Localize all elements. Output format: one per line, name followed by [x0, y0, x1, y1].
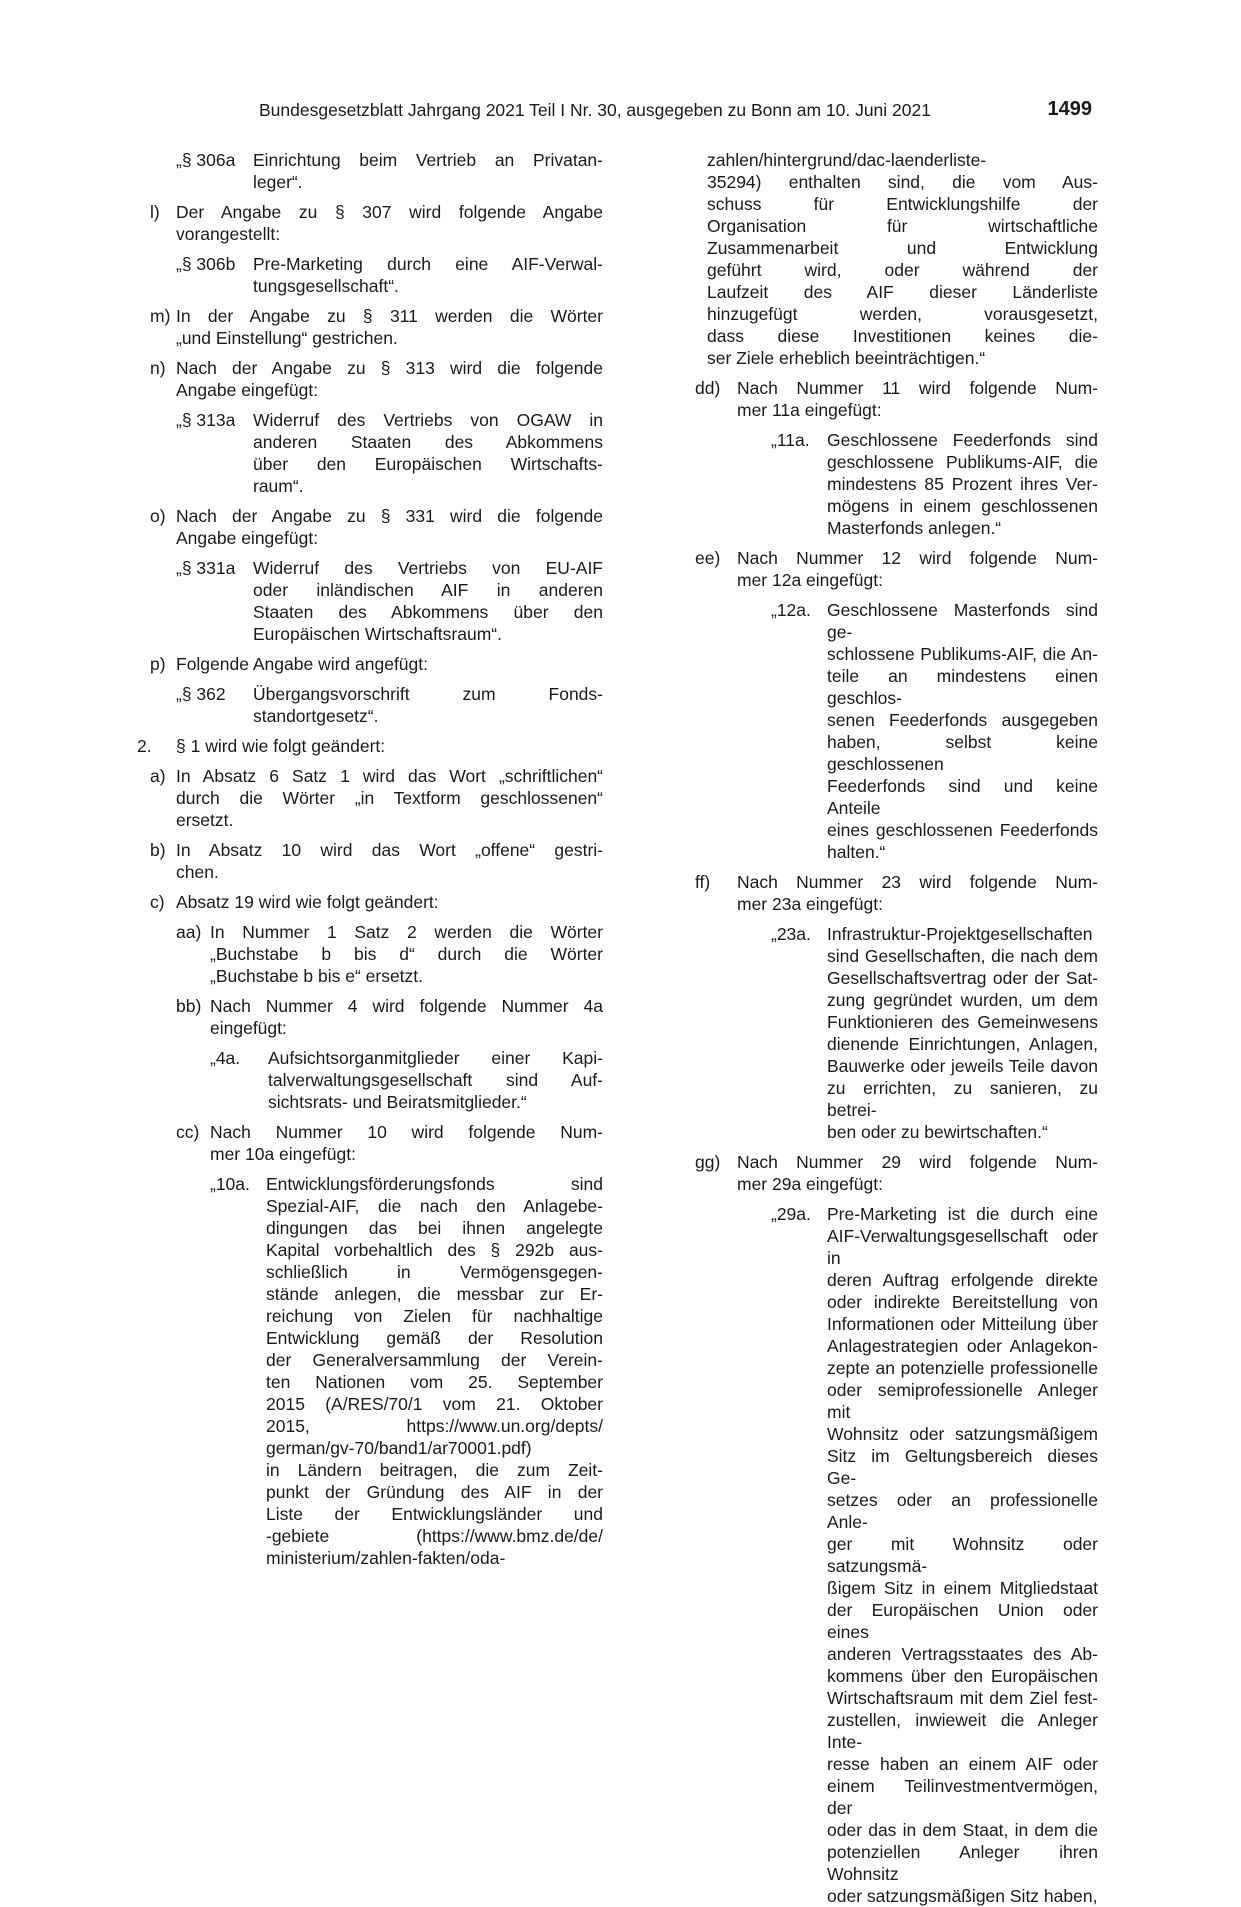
text-line: dienende Einrichtungen, Anlagen, [827, 1034, 1098, 1054]
text-line: schuss für Entwicklungshilfe der [707, 194, 1098, 214]
item-label: „10a. [210, 1174, 250, 1194]
left-item-8 [150, 653, 603, 675]
text-line: eingefügt: [210, 1018, 287, 1038]
text-line: Entwicklung gemäß der Resolution [266, 1328, 603, 1348]
text-line: -gebiete (https://www.bmz.de/de/ [266, 1526, 603, 1546]
header-title: Bundesgesetzblatt Jahrgang 2021 Teil I Nr. 30, ausgegeben zu Bonn am 10. Juni 2021 [259, 100, 931, 120]
text-line: zustellen, inwieweit die Anleger Inte- [827, 1710, 1098, 1752]
item-text [176, 505, 603, 549]
text-line: „und Einstellung“ gestrichen. [176, 328, 398, 348]
text-line: Zusammenarbeit und Entwicklung [707, 238, 1098, 258]
item-label: „§ 306a [176, 150, 236, 170]
left-item-18 [210, 1173, 603, 1569]
text-line: Infrastruktur-Projektgesellschaften [827, 924, 1093, 944]
text-line: oder satzungsmäßigen Sitz haben, [827, 1886, 1098, 1906]
item-label: „§ 306b [176, 254, 236, 274]
text-line: potenziellen Anleger ihren Wohnsitz [827, 1842, 1098, 1884]
page-number: 1499 [1047, 98, 1092, 120]
item-label: 2. [137, 736, 152, 756]
right-item-1 [695, 377, 1098, 421]
item-text [827, 923, 1098, 1143]
text-line: In Nummer 1 Satz 2 werden die Wörter [210, 922, 603, 942]
text-line: über den Europäischen Wirtschafts- [253, 454, 603, 474]
left-item-15 [176, 995, 603, 1039]
item-text [176, 201, 603, 245]
text-line: Nach Nummer 10 wird folgende Num- [210, 1122, 603, 1142]
item-label: o) [150, 506, 166, 526]
right-item-0 [707, 149, 1098, 369]
text-line: 35294) enthalten sind, die vom Aus- [707, 172, 1098, 192]
text-line: mer 12a eingefügt: [737, 570, 883, 590]
text-line: haben, selbst keine geschlossenen [827, 732, 1098, 774]
right-item-8 [771, 1203, 1098, 1907]
text-line: mer 29a eingefügt: [737, 1174, 883, 1194]
right-item-6 [771, 923, 1098, 1143]
item-label: a) [150, 766, 166, 786]
text-line: Organisation für wirtschaftliche [707, 216, 1098, 236]
text-line: mer 10a eingefügt: [210, 1144, 356, 1164]
text-line: Pre-Marketing ist die durch eine [827, 1204, 1098, 1224]
item-label: dd) [695, 378, 721, 398]
text-line: Funktionieren des Gemeinwesens [827, 1012, 1098, 1032]
text-line: geführt wird, oder während der [707, 260, 1098, 280]
text-line: Laufzeit des AIF dieser Länderliste [707, 282, 1098, 302]
left-item-1 [150, 201, 603, 245]
item-label: „12a. [771, 600, 811, 620]
item-label: gg) [695, 1152, 721, 1172]
text-line: ßigem Sitz in einem Mitgliedstaat [827, 1578, 1098, 1598]
text-line: anderen Staaten des Abkommens [253, 432, 603, 452]
text-line: kommens über den Europäischen [827, 1666, 1098, 1686]
item-label: „§ 362 [176, 684, 226, 704]
text-line: Aufsichtsorganmitglieder einer Kapi- [268, 1048, 603, 1068]
text-line: Nach Nummer 29 wird folgende Num- [737, 1152, 1098, 1172]
left-item-5 [176, 409, 603, 497]
item-label: b) [150, 840, 166, 860]
item-text [737, 547, 1098, 591]
left-item-7 [176, 557, 603, 645]
text-line: Nach Nummer 11 wird folgende Num- [737, 378, 1098, 398]
text-line: raum“. [253, 476, 304, 496]
text-line: durch die Wörter „in Textform geschlossenen“ [176, 788, 603, 808]
text-line: Europäischen Wirtschaftsraum“. [253, 624, 502, 644]
text-line: 2015 (A/RES/70/1 vom 21. Oktober [266, 1394, 603, 1414]
item-label: „23a. [771, 924, 811, 944]
text-line: Absatz 19 wird wie folgt geändert: [176, 892, 439, 912]
text-line: In Absatz 6 Satz 1 wird das Wort „schriftlichen“ [176, 766, 603, 786]
text-line: tungsgesellschaft“. [253, 276, 399, 296]
text-line: Nach der Angabe zu § 331 wird die folgende [176, 506, 603, 526]
item-text [176, 765, 603, 831]
text-line: ser Ziele erheblich beeinträchtigen.“ [707, 348, 986, 368]
item-label: „§ 313a [176, 410, 236, 430]
left-item-3 [150, 305, 603, 349]
text-line: chen. [176, 862, 219, 882]
text-line: Gesellschaftsvertrag oder der Sat- [827, 968, 1098, 988]
text-line: oder semiprofessionelle Anleger mit [827, 1380, 1098, 1422]
text-line: Staaten des Abkommens über den [253, 602, 603, 622]
item-text [176, 305, 603, 349]
item-text [210, 995, 603, 1039]
text-line: Nach Nummer 12 wird folgende Num- [737, 548, 1098, 568]
item-label: n) [150, 358, 166, 378]
text-line: talverwaltungsgesellschaft sind Auf- [268, 1070, 603, 1090]
text-line: Einrichtung beim Vertrieb an Privatan- [253, 150, 603, 170]
text-line: german/gv-70/band1/ar70001.pdf) [266, 1438, 532, 1458]
text-line: Anlagestrategien oder Anlagekon- [827, 1336, 1098, 1356]
text-line: Informationen oder Mitteilung über [827, 1314, 1098, 1334]
text-line: geschlossene Publikums-AIF, die [827, 452, 1098, 472]
text-line: Nach Nummer 4 wird folgende Nummer 4a [210, 996, 603, 1016]
right-item-3 [695, 547, 1098, 591]
item-text [176, 891, 603, 913]
text-line: leger“. [253, 172, 303, 192]
item-label: p) [150, 654, 166, 674]
item-text [210, 921, 603, 987]
text-line: mindestens 85 Prozent ihres Ver- [827, 474, 1098, 494]
item-text [737, 871, 1098, 915]
text-line: Sitz im Geltungsbereich dieses Ge- [827, 1446, 1098, 1488]
text-line: punkt der Gründung des AIF in der [266, 1482, 603, 1502]
left-item-10 [137, 735, 603, 757]
text-line: „Buchstabe b bis e“ ersetzt. [210, 966, 424, 986]
text-line: Der Angabe zu § 307 wird folgende Angabe [176, 202, 603, 222]
left-item-4 [150, 357, 603, 401]
text-line: reichung von Zielen für nachhaltige [266, 1306, 603, 1326]
item-label: „11a. [771, 430, 810, 450]
text-line: oder inländischen AIF in anderen [253, 580, 603, 600]
text-line: standortgesetz“. [253, 706, 379, 726]
item-text [176, 839, 603, 883]
left-item-0 [176, 149, 603, 193]
text-line: vorangestellt: [176, 224, 281, 244]
text-line: Liste der Entwicklungsländer und [266, 1504, 603, 1524]
text-line: dass diese Investitionen keines die- [707, 326, 1098, 346]
text-line: Angabe eingefügt: [176, 528, 319, 548]
text-line: zung gegründet wurden, um dem [827, 990, 1098, 1010]
text-line: „Buchstabe b bis d“ durch die Wörter [210, 944, 603, 964]
left-item-13 [150, 891, 603, 913]
item-text [268, 1047, 603, 1113]
text-line: mögens in einem geschlossenen [827, 496, 1098, 516]
text-line: Widerruf des Vertriebs von EU-AIF [253, 558, 603, 578]
text-line: resse haben an einem AIF oder [827, 1754, 1098, 1774]
text-line: Kapital vorbehaltlich des § 292b aus- [266, 1240, 603, 1260]
text-line: in Ländern beitragen, die zum Zeit- [266, 1460, 603, 1480]
text-line: ger mit Wohnsitz oder satzungsmä- [827, 1534, 1098, 1576]
text-line: In Absatz 10 wird das Wort „offene“ gestri- [176, 840, 603, 860]
text-line: dingungen das bei ihnen angelegte [266, 1218, 603, 1238]
text-line: teile an mindestens einen geschlos- [827, 666, 1098, 708]
item-label: „4a. [210, 1048, 241, 1068]
text-line: Angabe eingefügt: [176, 380, 319, 400]
text-line: deren Auftrag erfolgende direkte [827, 1270, 1098, 1290]
item-text [253, 409, 603, 497]
left-item-16 [210, 1047, 603, 1113]
item-label: cc) [176, 1122, 200, 1142]
text-line: ben oder zu bewirtschaften.“ [827, 1122, 1048, 1142]
item-text [827, 429, 1098, 539]
left-item-2 [176, 253, 603, 297]
text-line: Masterfonds anlegen.“ [827, 518, 1002, 538]
right-column [695, 149, 1098, 1907]
left-column [137, 149, 603, 1569]
item-text [253, 683, 603, 727]
right-item-2 [771, 429, 1098, 539]
left-item-17 [176, 1121, 603, 1165]
text-line: Widerruf des Vertriebs von OGAW in [253, 410, 603, 430]
item-text [253, 149, 603, 193]
text-line: Spezial-AIF, die nach den Anlagebe- [266, 1196, 603, 1216]
text-line: zahlen/hintergrund/dac-laenderliste- [707, 150, 987, 170]
left-item-11 [150, 765, 603, 831]
text-line: oder das in dem Staat, in dem die [827, 1820, 1098, 1840]
text-line: Bauwerke oder jeweils Teile davon [827, 1056, 1098, 1076]
item-text [253, 253, 603, 297]
left-item-12 [150, 839, 603, 883]
text-line: In der Angabe zu § 311 werden die Wörter [176, 306, 603, 326]
text-line: der Europäischen Union oder eines [827, 1600, 1098, 1642]
left-item-9 [176, 683, 603, 727]
item-label: „29a. [771, 1204, 811, 1224]
item-label: ff) [695, 872, 711, 892]
text-line: oder indirekte Bereitstellung von [827, 1292, 1098, 1312]
text-line: ersetzt. [176, 810, 234, 830]
text-line: senen Feederfonds ausgegeben [827, 710, 1098, 730]
text-line: Pre-Marketing durch eine AIF-Verwal- [253, 254, 603, 274]
text-line: Folgende Angabe wird angefügt: [176, 654, 428, 674]
item-label: m) [150, 306, 171, 326]
text-line: setzes oder an professionelle Anle- [827, 1490, 1098, 1532]
text-line: Übergangsvorschrift zum Fonds- [253, 684, 603, 704]
text-line: Geschlossene Feederfonds sind [827, 430, 1098, 450]
text-line: zepte an potenzielle professionelle [827, 1358, 1098, 1378]
text-line: Nach Nummer 23 wird folgende Num- [737, 872, 1098, 892]
text-line: einem Teilinvestmentvermögen, der [827, 1776, 1098, 1818]
item-text [827, 1203, 1098, 1907]
text-line: Geschlossene Masterfonds sind ge- [827, 600, 1098, 642]
item-text [176, 735, 603, 757]
item-text [707, 149, 1098, 369]
text-line: § 1 wird wie folgt geändert: [176, 736, 386, 756]
page-header [259, 98, 1092, 124]
text-line: Feederfonds sind und keine Anteile [827, 776, 1098, 818]
text-line: hinzugefügt werden, vorausgesetzt, [707, 304, 1098, 324]
text-line: Nach der Angabe zu § 313 wird die folgende [176, 358, 603, 378]
item-text [253, 557, 603, 645]
text-line: der Generalversammlung der Verein- [266, 1350, 603, 1370]
text-line: sichtsrats- und Beiratsmitglieder.“ [268, 1092, 527, 1112]
text-line: ten Nationen vom 25. September [266, 1372, 603, 1392]
item-label: c) [150, 892, 165, 912]
text-line: schlossene Publikums-AIF, die An- [827, 644, 1098, 664]
text-line: halten.“ [827, 842, 886, 862]
item-label: bb) [176, 996, 202, 1016]
right-item-7 [695, 1151, 1098, 1195]
text-line: stände anlegen, die messbar zur Er- [266, 1284, 603, 1304]
text-line: sind Gesellschaften, die nach dem [827, 946, 1098, 966]
text-line: AIF-Verwaltungsgesellschaft oder in [827, 1226, 1098, 1268]
item-label: ee) [695, 548, 721, 568]
item-label: aa) [176, 922, 202, 942]
text-line: Wirtschaftsraum mit dem Ziel fest- [827, 1688, 1098, 1708]
item-label: „§ 331a [176, 558, 236, 578]
item-text [176, 653, 603, 675]
text-line: mer 11a eingefügt: [737, 400, 882, 420]
right-item-5 [695, 871, 1098, 915]
item-text [827, 599, 1098, 863]
left-item-14 [176, 921, 603, 987]
item-label: l) [150, 202, 160, 222]
left-item-6 [150, 505, 603, 549]
text-line: mer 23a eingefügt: [737, 894, 883, 914]
text-line: Wohnsitz oder satzungsmäßigem [827, 1424, 1098, 1444]
item-text [210, 1121, 603, 1165]
text-line: Entwicklungsförderungsfonds sind [266, 1174, 603, 1194]
text-line: ministerium/zahlen-fakten/oda- [266, 1548, 506, 1568]
text-line: eines geschlossenen Feederfonds [827, 820, 1098, 840]
text-line: zu errichten, zu sanieren, zu betrei- [827, 1078, 1098, 1120]
item-text [266, 1173, 603, 1569]
text-line: anderen Vertragsstaates des Ab- [827, 1644, 1098, 1664]
text-line: schließlich in Vermögensgegen- [266, 1262, 603, 1282]
item-text [737, 377, 1098, 421]
item-text [176, 357, 603, 401]
text-line: 2015, https://www.un.org/depts/ [266, 1416, 603, 1436]
item-text [737, 1151, 1098, 1195]
right-item-4 [771, 599, 1098, 863]
